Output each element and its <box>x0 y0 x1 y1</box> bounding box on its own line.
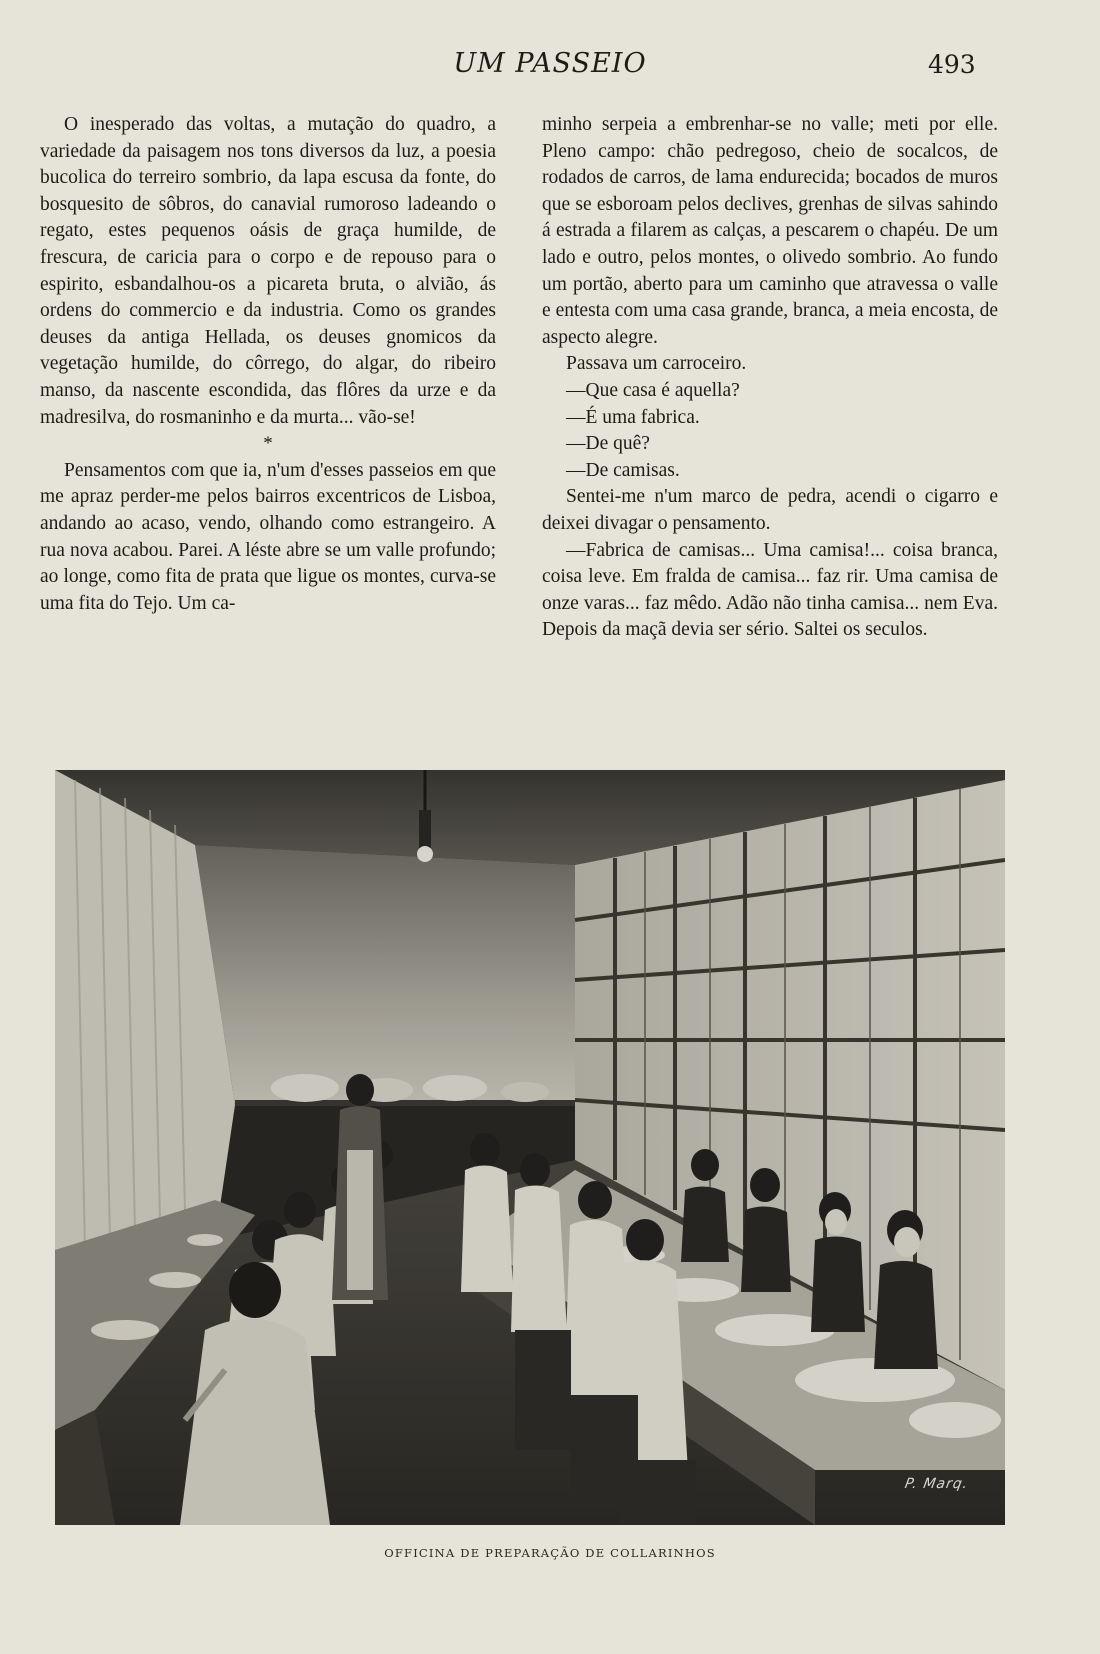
right-paragraph-1: minho serpeia a embrenhar-se no valle; meti por elle. Pleno campo: chão pedregoso, cheio de socalcos, de rodados de carros, de lama endurecida; bocados de muros que se esboroam pelos declives, grenhas de silvas sahindo á estrada a filarem as calças, a pescarem o chapéu. De um lado e outro, pelos montes, o olivedo sombrio. Ao fundo um portão, aberto para um caminho que atravessa o valle e entesta com uma casa grande, branca, a meia encosta, de aspecto alegre. <box>542 114 998 348</box>
carroceiro-line: Passava um carroceiro. <box>566 353 747 375</box>
right-paragraph-3: —Fabrica de camisas... Uma camisa!... coisa branca, coisa leve. Em fralda de camisa... faz rir. Uma camisa de onze varas... faz mêdo. Adão não tinha camisa... nem Eva. Depois da maçã devia ser sério. Saltei os seculos. <box>542 539 998 641</box>
left-column <box>40 112 496 617</box>
right-paragraph-2: Sentei-me n'um marco de pedra, acendi o cigarro e deixei divagar o pensamento. <box>542 486 998 534</box>
photographer-signature: P. Marq. <box>903 1476 970 1492</box>
workshop-photograph <box>55 770 1005 1525</box>
dialogue-line: —De quê? <box>566 433 650 455</box>
left-paragraph-2: Pensamentos com que ia, n'um d'esses passeios em que me apraz perder-me pelos bairros excentricos de Lisboa, andando ao acaso, vendo, olhando como estrangeiro. A rua nova acabou. Parei. A léste abre se um valle profundo; ao longe, como fita de prata que ligue os montes, curva-se uma fita do Tejo. Um ca- <box>40 459 496 614</box>
page-number: 493 <box>928 50 976 79</box>
figure-caption: OFFICINA DE PREPARAÇÃO DE COLLARINHOS <box>384 1546 716 1560</box>
right-column <box>542 112 998 644</box>
dialogue-line: —De camisas. <box>566 459 680 481</box>
left-paragraph-1: O inesperado das voltas, a mutação do quadro, a variedade da paisagem nos tons diversos da luz, a poesia bucolica do terreiro sombrio, da lapa escusa da fonte, do bosquesito de sôbros, do canavial rumoroso ladeando o regato, estes pequenos oásis de graça humilde, de frescura, de caricia para o corpo e de repouso para o espirito, esbandalhou-os a picareta bruta, o alvião, ás ordens do commercio e da industria. Como os grandes deuses da antiga Hellada, os deuses gnomicos da vegetação humilde, do côrrego, do algar, do ribeiro manso, da nascente escondida, das flôres da urze e da madresilva, do rosmaninho e da murta... vão-se! <box>40 114 496 428</box>
running-title: UM PASSEIO <box>453 48 647 79</box>
dialogue-line: —É uma fabrica. <box>566 406 700 428</box>
dialogue-line: —Que casa é aquella? <box>566 379 740 401</box>
section-break-asterisk: * <box>263 433 273 455</box>
